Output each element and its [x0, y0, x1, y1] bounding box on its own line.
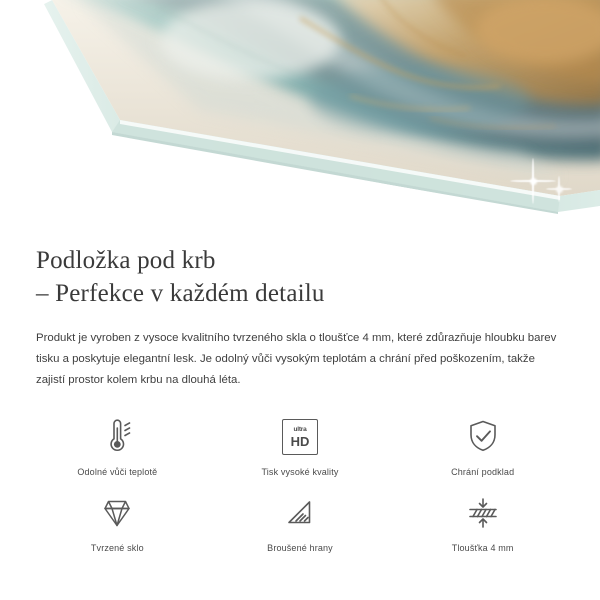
feature-label: Tvrzené sklo	[90, 543, 144, 554]
feature-item-tempered-glass	[26, 491, 209, 553]
ultra-hd-top-text: ultra	[293, 426, 307, 434]
shield-check-icon	[462, 415, 504, 459]
feature-label: Tloušťka 4 mm	[451, 543, 514, 554]
beveled-edges-icon	[279, 491, 321, 535]
feature-label: Tisk vysoké kvality	[261, 467, 339, 478]
feature-item-print-quality	[209, 415, 392, 477]
feature-item-beveled-edges	[209, 491, 392, 553]
headline-line-2: – Perfekce v každém detailu	[36, 280, 325, 307]
thickness-arrows-icon	[462, 491, 504, 535]
hero-artwork	[0, 0, 600, 222]
thermometer-icon	[96, 415, 138, 459]
page-title	[36, 244, 564, 310]
feature-label: Chrání podklad	[451, 467, 515, 478]
diamond-icon	[96, 491, 138, 535]
feature-item-thickness	[391, 491, 574, 553]
feature-label: Odolné vůči teplotě	[77, 467, 158, 478]
text-content	[0, 222, 600, 391]
feature-item-temperature	[26, 415, 209, 477]
feature-label: Broušené hrany	[267, 543, 333, 554]
ultra-hd-icon	[282, 415, 318, 459]
description-paragraph: Produkt je vyroben z vysoce kvalitního tvrzeného skla o tloušťce 4 mm, které zdůrazňuje hloubku barev tisku a poskytuje elegantní lesk. Je odolný vůči vysokým teplotám a chrání před poškozením, takže zajistí prostor kolem krbu na dlouhá léta.	[36, 332, 557, 387]
feature-item-protects-surface	[391, 415, 574, 477]
headline-line-1: Podložka pod krb	[36, 247, 216, 274]
ultra-hd-bottom-text: HD	[290, 433, 310, 449]
hero-image	[0, 0, 600, 222]
feature-grid	[0, 415, 600, 553]
